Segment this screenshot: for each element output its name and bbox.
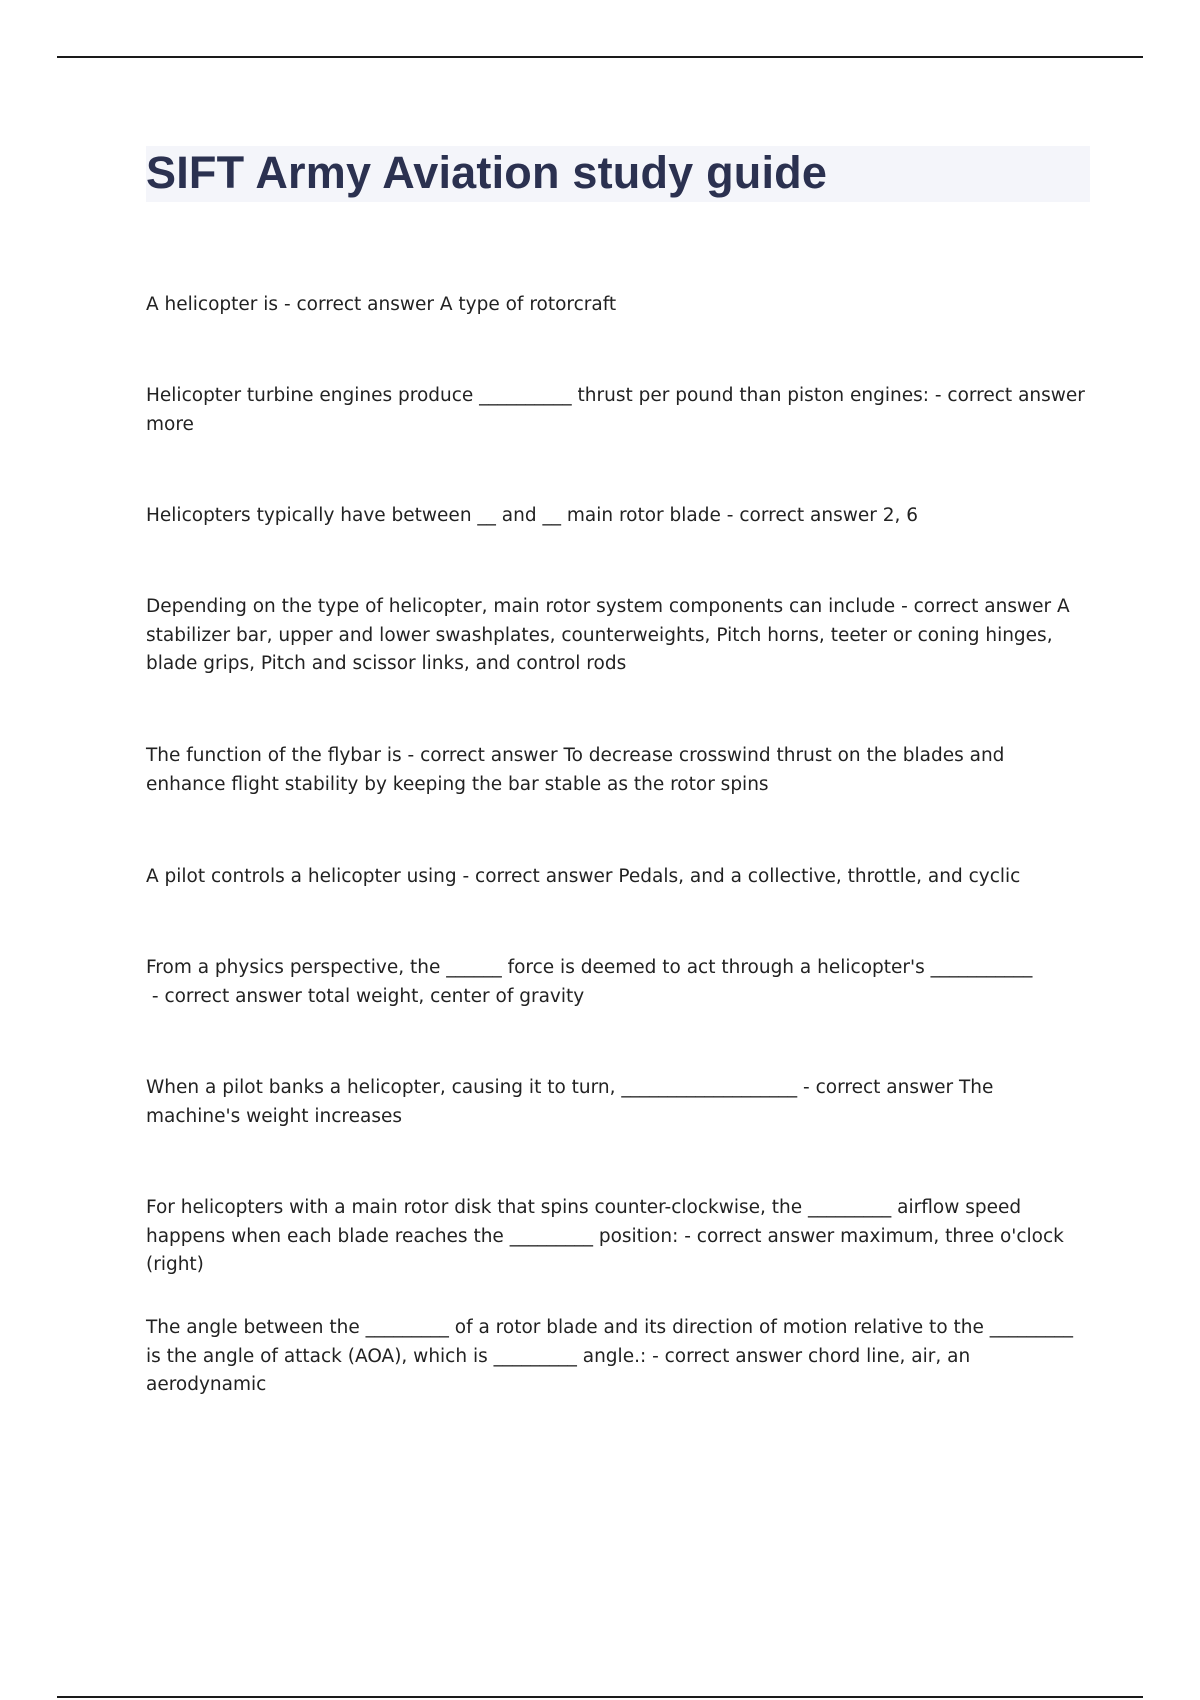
separator: - bbox=[797, 1077, 816, 1098]
question-text: When a pilot banks a helicopter, causing it to turn, ___________________ bbox=[146, 1077, 798, 1098]
separator: - bbox=[278, 294, 297, 315]
qa-item-1 bbox=[146, 291, 1086, 320]
answer-text: more bbox=[146, 413, 194, 435]
answer-label: correct answer bbox=[913, 596, 1052, 617]
answer-text: To decrease crosswind thrust on the blades and enhance flight stability by keeping the bar stable as the rotor spins bbox=[146, 745, 1005, 795]
question-text: From a physics perspective, the ______ force is deemed to act through a helicopter's ___________ bbox=[146, 957, 1033, 978]
answer-label: correct answer bbox=[664, 1345, 803, 1367]
answer-label: correct answer bbox=[164, 985, 302, 1007]
answer-text: total weight, center of gravity bbox=[307, 985, 585, 1007]
answer-text: 2, 6 bbox=[882, 505, 919, 526]
answer-text: A stabilizer bar, upper and lower swashplates, counterweights, Pitch horns, teeter or coning hinges, blade grips, Pitch and scissor links, and control rods bbox=[146, 596, 1070, 674]
answer-label: correct answer bbox=[815, 1077, 954, 1098]
answer-label: correct answer bbox=[947, 385, 1085, 406]
question-text: A pilot controls a helicopter using bbox=[146, 866, 457, 887]
question-text: Helicopter turbine engines produce __________ thrust per pound than piston engines: bbox=[146, 385, 929, 406]
separator: - bbox=[895, 596, 914, 617]
answer-label: correct answer bbox=[296, 294, 434, 315]
separator: - bbox=[146, 985, 165, 1007]
qa-item-8 bbox=[146, 1074, 1086, 1131]
answer-text: maximum, three o'clock (right) bbox=[146, 1225, 1064, 1275]
page-title: SIFT Army Aviation study guide bbox=[146, 147, 828, 198]
qa-item-9 bbox=[146, 1194, 1086, 1280]
separator: - bbox=[720, 505, 740, 526]
answer-label: correct answer bbox=[739, 505, 877, 526]
separator: - bbox=[928, 385, 948, 406]
qa-item-5 bbox=[146, 742, 1086, 799]
qa-item-3 bbox=[146, 502, 1086, 531]
qa-item-2 bbox=[146, 382, 1086, 439]
question-text: The angle between the _________ of a rotor blade and its direction of motion relative to the _________ is the angle of attack (AOA), which is _________ angle.: bbox=[146, 1317, 1074, 1367]
answer-text: The machine's weight increases bbox=[146, 1077, 994, 1127]
answer-label: correct answer bbox=[696, 1225, 835, 1247]
answer-text: chord line, air, an aerodynamic bbox=[146, 1345, 971, 1395]
answer-text: Pedals, and a collective, throttle, and cyclic bbox=[618, 866, 1021, 887]
question-text: The function of the flybar is bbox=[146, 745, 402, 766]
separator: - bbox=[678, 1225, 697, 1247]
separator: - bbox=[456, 866, 476, 887]
question-text: Depending on the type of helicopter, main rotor system components can include bbox=[146, 596, 896, 617]
separator: - bbox=[401, 745, 421, 766]
qa-item-7 bbox=[146, 954, 1086, 1011]
answer-label: correct answer bbox=[420, 745, 558, 766]
answer-text: A type of rotorcraft bbox=[439, 294, 617, 315]
qa-item-10 bbox=[146, 1314, 1086, 1400]
question-text: Helicopters typically have between __ and __ main rotor blade bbox=[146, 505, 721, 526]
question-text: A helicopter is bbox=[146, 294, 279, 315]
answer-label: correct answer bbox=[475, 866, 613, 887]
bottom-rule bbox=[57, 1696, 1143, 1698]
separator: - bbox=[646, 1345, 665, 1367]
question-text: For helicopters with a main rotor disk that spins counter-clockwise, the _________ airflow speed happens when each blade reaches the _________ position: bbox=[146, 1197, 1022, 1247]
qa-item-4 bbox=[146, 593, 1086, 679]
top-rule bbox=[57, 56, 1143, 58]
qa-item-6 bbox=[146, 863, 1086, 892]
